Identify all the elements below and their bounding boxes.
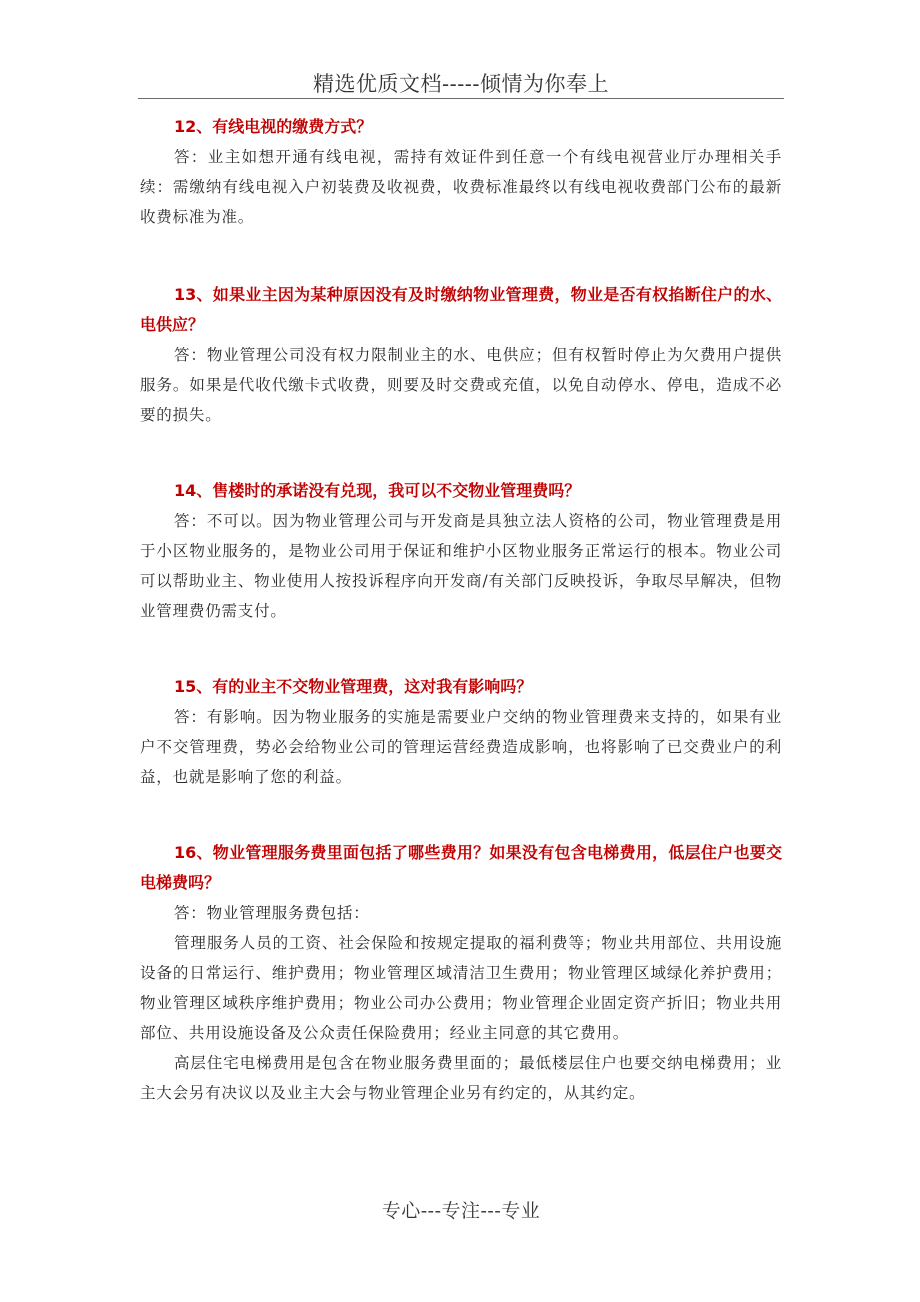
question-15: 15、有的业主不交物业管理费，这对我有影响吗？ <box>174 677 533 696</box>
page-footer: 专心---专注---专业 <box>381 1200 541 1222</box>
answer-13: 答：物业管理公司没有权力限制业主的水、电供应；但有权暂时停止为欠费用户提供服务。如果是代收代缴卡式收费，则要及时交费或充值，以免自动停水、停电，造成不必要的损失。 <box>140 346 782 424</box>
question-14: 14、售楼时的承诺没有兑现，我可以不交物业管理费吗？ <box>174 481 581 500</box>
answer-16-items: 管理服务人员的工资、社会保险和按规定提取的福利费等；物业共用部位、共用设施设备的日常运行、维护费用；物业管理区域清洁卫生费用；物业管理区域绿化养护费用；物业管理区域秩序维护费用；物业公司办公费用；物业管理企业固定资产折旧；物业共用部位、共用设施设备及公众责任保险费用；经业主同意的其它费用。 <box>140 934 782 1042</box>
qa-item-13 <box>140 280 782 430</box>
qa-item-12 <box>140 112 782 232</box>
header-divider <box>138 98 784 99</box>
qa-item-14 <box>140 476 782 626</box>
question-13: 13、如果业主因为某种原因没有及时缴纳物业管理费，物业是否有权掐断住户的水、电供应？ <box>140 285 782 334</box>
answer-16-elevator: 高层住宅电梯费用是包含在物业服务费里面的；最低楼层住户也要交纳电梯费用；业主大会另有决议以及业主大会与物业管理企业另有约定的，从其约定。 <box>140 1054 782 1102</box>
qa-item-16 <box>140 838 782 1108</box>
answer-16-intro: 答：物业管理服务费包括： <box>174 904 370 922</box>
question-12: 12、有线电视的缴费方式？ <box>174 117 373 136</box>
question-16: 16、物业管理服务费里面包括了哪些费用？如果没有包含电梯费用，低层住户也要交电梯费吗？ <box>140 843 782 892</box>
document-body <box>140 112 782 1108</box>
qa-item-15 <box>140 672 782 792</box>
answer-15: 答：有影响。因为物业服务的实施是需要业户交纳的物业管理费来支持的，如果有业户不交管理费，势必会给物业公司的管理运营经费造成影响，也将影响了已交费业户的利益，也就是影响了您的利益。 <box>140 708 782 786</box>
answer-12: 答：业主如想开通有线电视，需持有效证件到任意一个有线电视营业厅办理相关手续：需缴纳有线电视入户初装费及收视费，收费标准最终以有线电视收费部门公布的最新收费标准为准。 <box>140 148 782 226</box>
page-header: 精选优质文档-----倾情为你奉上 <box>313 72 609 96</box>
answer-14: 答：不可以。因为物业管理公司与开发商是具独立法人资格的公司，物业管理费是用于小区物业服务的，是物业公司用于保证和维护小区物业服务正常运行的根本。物业公司可以帮助业主、物业使用人按投诉程序向开发商/有关部门反映投诉，争取尽早解决，但物业管理费仍需支付。 <box>140 512 782 620</box>
